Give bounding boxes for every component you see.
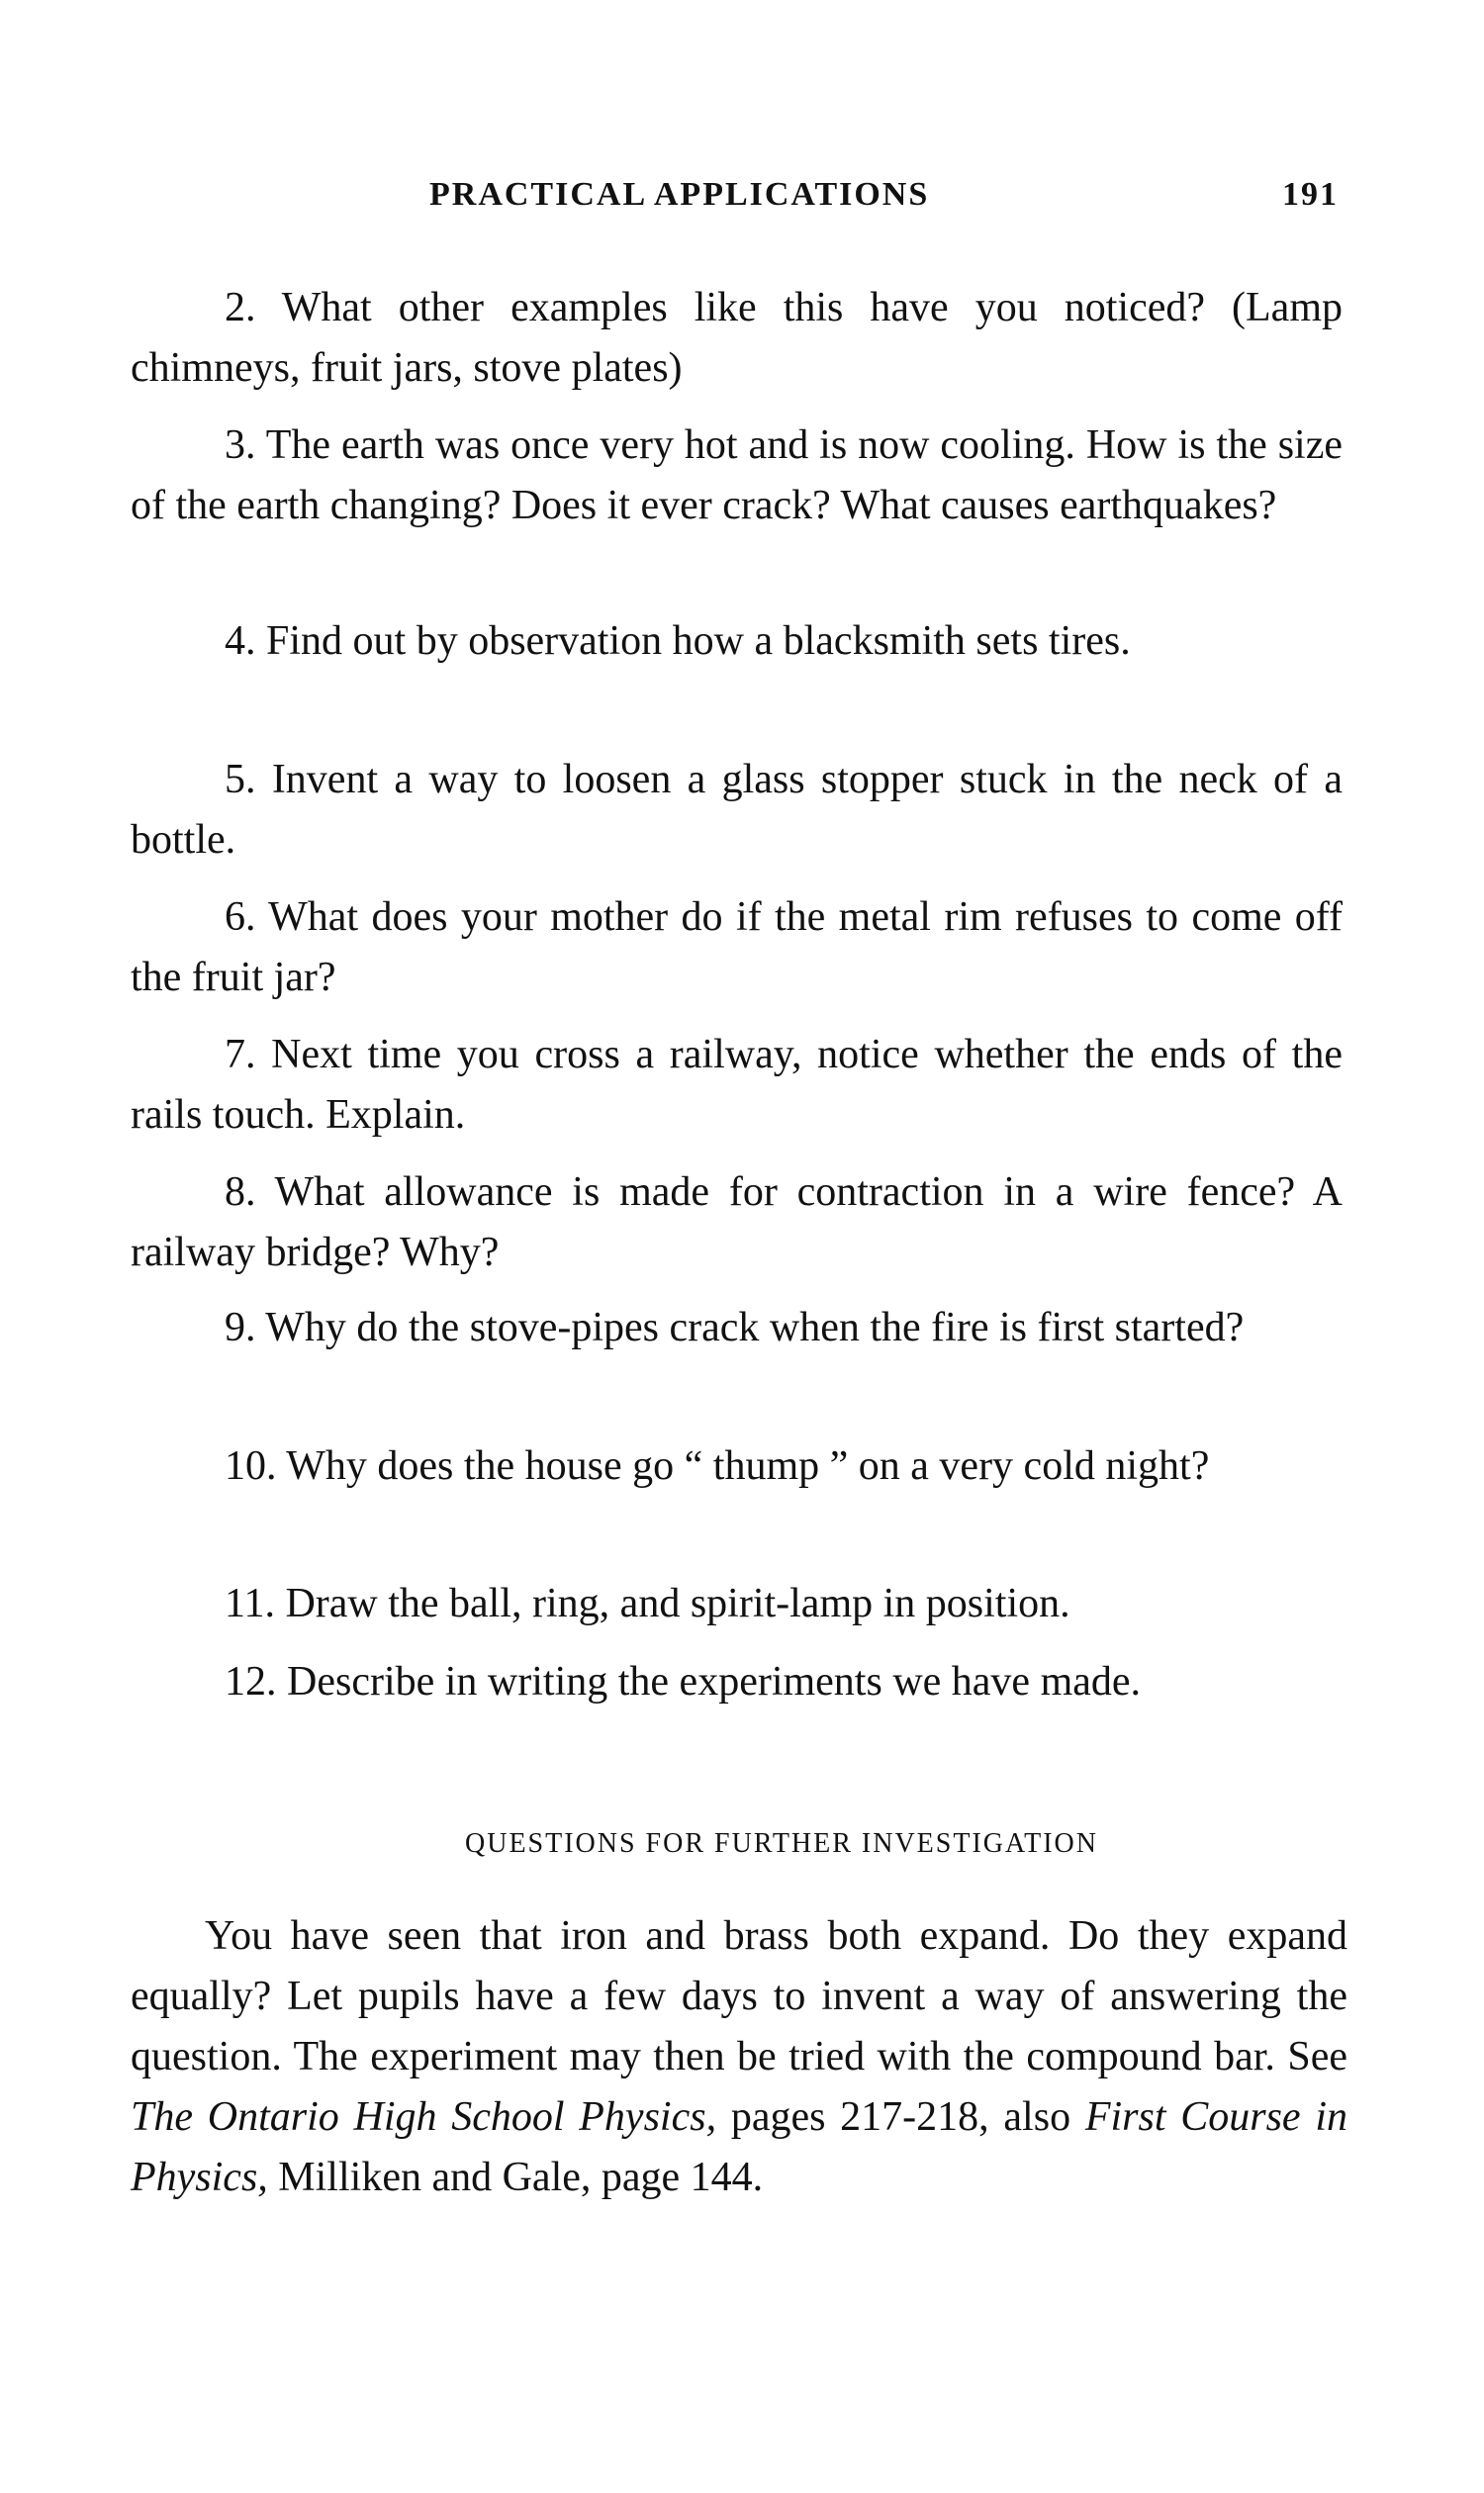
- book-title: The Ontario High School Physics,: [131, 2094, 717, 2140]
- question-8: 8. What allowance is made for contraction in a wire fence? A railway bridge? Why?: [131, 1169, 1343, 1275]
- question-4: 4. Find out by observation how a blacksmith sets tires.: [225, 618, 1131, 664]
- question-3: 3. The earth was once very hot and is now cooling. How is the size of the earth changing? Does it ever crack? What causes earthquakes?: [131, 422, 1343, 528]
- question-10: 10. Why does the house go “ thump ” on a very cold night?: [225, 1443, 1210, 1489]
- question-7: 7. Next time you cross a railway, notice whether the ends of the rails touch. Explain.: [131, 1032, 1343, 1138]
- question-9: 9. Why do the stove-pipes crack when the fire is first started?: [225, 1305, 1245, 1350]
- question-2: 2. What other examples like this have you noticed? (Lamp chimneys, fruit jars, stove plates): [131, 285, 1343, 391]
- book-title: First Course in Physics,: [131, 2094, 1347, 2200]
- page-number: 191: [1282, 176, 1339, 213]
- section-heading: QUESTIONS FOR FURTHER INVESTIGATION: [465, 1828, 1098, 1859]
- question-12: 12. Describe in writing the experiments we have made.: [225, 1659, 1142, 1705]
- question-5: 5. Invent a way to loosen a glass stopper stuck in the neck of a bottle.: [131, 757, 1343, 863]
- question-11: 11. Draw the ball, ring, and spirit-lamp in position.: [225, 1581, 1070, 1626]
- paragraph-text: You have seen that iron and brass both expand. Do they expand equally? Let pupils have a few days to invent a way of answering the question. The experiment may then be tried with the compound bar. See: [131, 1913, 1347, 2079]
- paragraph-text: Milliken and Gale, page 144.: [267, 2155, 764, 2200]
- paragraph-text: pages 217-218, also: [716, 2094, 1085, 2140]
- question-6: 6. What does your mother do if the metal rim refuses to come off the fruit jar?: [131, 894, 1343, 1000]
- running-title: PRACTICAL APPLICATIONS: [429, 176, 930, 213]
- investigation-paragraph: [131, 1906, 1347, 2208]
